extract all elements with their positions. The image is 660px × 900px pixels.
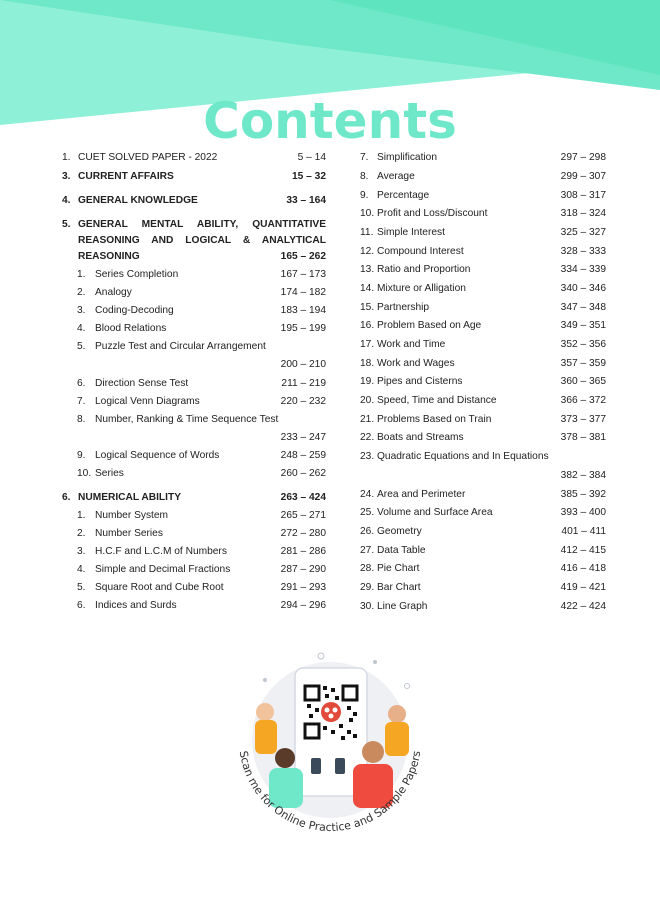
toc-subentry[interactable]: 3. Coding-Decoding 183 – 194 [77, 305, 326, 316]
toc-subentry[interactable]: 6. Direction Sense Test 211 – 219 [77, 378, 326, 389]
toc-entry-section-5-line2: REASONING AND LOGICAL & ANALYTICAL [78, 235, 326, 246]
toc-subentry[interactable]: 5. Puzzle Test and Circular Arrangement [77, 341, 266, 352]
qr-promo[interactable] [225, 640, 435, 860]
toc-entry[interactable]: 19. Pipes and Cisterns 360 – 365 [360, 376, 606, 387]
toc-entry[interactable]: 13. Ratio and Proportion 334 – 339 [360, 264, 606, 275]
toc-entry-section-5[interactable]: 5. GENERAL MENTAL ABILITY, QUANTITATIVE [62, 219, 326, 230]
toc-subentry[interactable]: 5. Square Root and Cube Root 291 – 293 [77, 582, 326, 593]
toc-subentry-pages: 200 – 210 [280, 359, 326, 370]
toc-subentry[interactable]: 4. Simple and Decimal Fractions 287 – 290 [77, 564, 326, 575]
toc-subentry[interactable]: 2. Analogy 174 – 182 [77, 287, 326, 298]
toc-subentry[interactable]: 8. Number, Ranking & Time Sequence Test [77, 414, 279, 425]
qr-promo-illustration [225, 640, 435, 860]
toc-subentry-pages: 233 – 247 [280, 432, 326, 443]
toc-entry[interactable]: 3. CURRENT AFFAIRS 15 – 32 [62, 171, 326, 182]
toc-subentry[interactable]: 2. Number Series 272 – 280 [77, 528, 326, 539]
toc-subentry[interactable]: 4. Blood Relations 195 – 199 [77, 323, 326, 334]
toc-subentry[interactable]: 6. Indices and Surds 294 – 296 [77, 600, 326, 611]
toc-entry[interactable]: 20. Speed, Time and Distance 366 – 372 [360, 395, 606, 406]
toc-subentry[interactable]: 1. Series Completion 167 – 173 [77, 269, 326, 280]
toc-entry[interactable]: 21. Problems Based on Train 373 – 377 [360, 414, 606, 425]
qr-promo-text: Scan me for Online Practice and Sample Papers [236, 749, 424, 835]
toc-entry[interactable]: 7. Simplification 297 – 298 [360, 152, 606, 163]
toc-entry[interactable]: 25. Volume and Surface Area 393 – 400 [360, 507, 606, 518]
toc-entry[interactable]: 17. Work and Time 352 – 356 [360, 339, 606, 350]
qr-code-icon [303, 684, 359, 740]
toc-entry[interactable]: 4. GENERAL KNOWLEDGE 33 – 164 [62, 195, 326, 206]
toc-entry-section-6[interactable]: 6. NUMERICAL ABILITY 263 – 424 [62, 492, 326, 503]
toc-subentry[interactable]: 1. Number System 265 – 271 [77, 510, 326, 521]
toc-entry[interactable]: 29. Bar Chart 419 – 421 [360, 582, 606, 593]
toc-entry[interactable]: 15. Partnership 347 – 348 [360, 302, 606, 313]
toc-subentry[interactable]: 7. Logical Venn Diagrams 220 – 232 [77, 396, 326, 407]
toc-entry[interactable]: 8. Average 299 – 307 [360, 171, 606, 182]
toc-entry[interactable]: 9. Percentage 308 – 317 [360, 190, 606, 201]
toc-entry[interactable]: 11. Simple Interest 325 – 327 [360, 227, 606, 238]
toc-entry[interactable]: 10. Profit and Loss/Discount 318 – 324 [360, 208, 606, 219]
toc-entry[interactable]: 27. Data Table 412 – 415 [360, 545, 606, 556]
toc-entry[interactable]: 28. Pie Chart 416 – 418 [360, 563, 606, 574]
toc-entry[interactable]: 18. Work and Wages 357 – 359 [360, 358, 606, 369]
toc-entry[interactable]: 23. Quadratic Equations and In Equations [360, 451, 549, 462]
toc-entry[interactable]: 22. Boats and Streams 378 – 381 [360, 432, 606, 443]
toc-entry[interactable]: 14. Mixture or Alligation 340 – 346 [360, 283, 606, 294]
toc-entry[interactable]: 1. CUET SOLVED PAPER - 2022 5 – 14 [62, 152, 326, 163]
toc-entry[interactable]: 24. Area and Perimeter 385 – 392 [360, 489, 606, 500]
toc-entry[interactable]: 30. Line Graph 422 – 424 [360, 601, 606, 612]
toc-subentry[interactable]: 3. H.C.F and L.C.M of Numbers 281 – 286 [77, 546, 326, 557]
toc-entry-section-5-line3: REASONING 165 – 262 [78, 251, 326, 262]
page-title: Contents [203, 92, 457, 150]
toc-entry-pages: 382 – 384 [560, 470, 606, 481]
toc-entry[interactable]: 12. Compound Interest 328 – 333 [360, 246, 606, 257]
toc-subentry[interactable]: 9. Logical Sequence of Words 248 – 259 [77, 450, 326, 461]
toc-subentry[interactable]: 10. Series 260 – 262 [77, 468, 326, 479]
toc-entry[interactable]: 26. Geometry 401 – 411 [360, 526, 606, 537]
toc-entry[interactable]: 16. Problem Based on Age 349 – 351 [360, 320, 606, 331]
